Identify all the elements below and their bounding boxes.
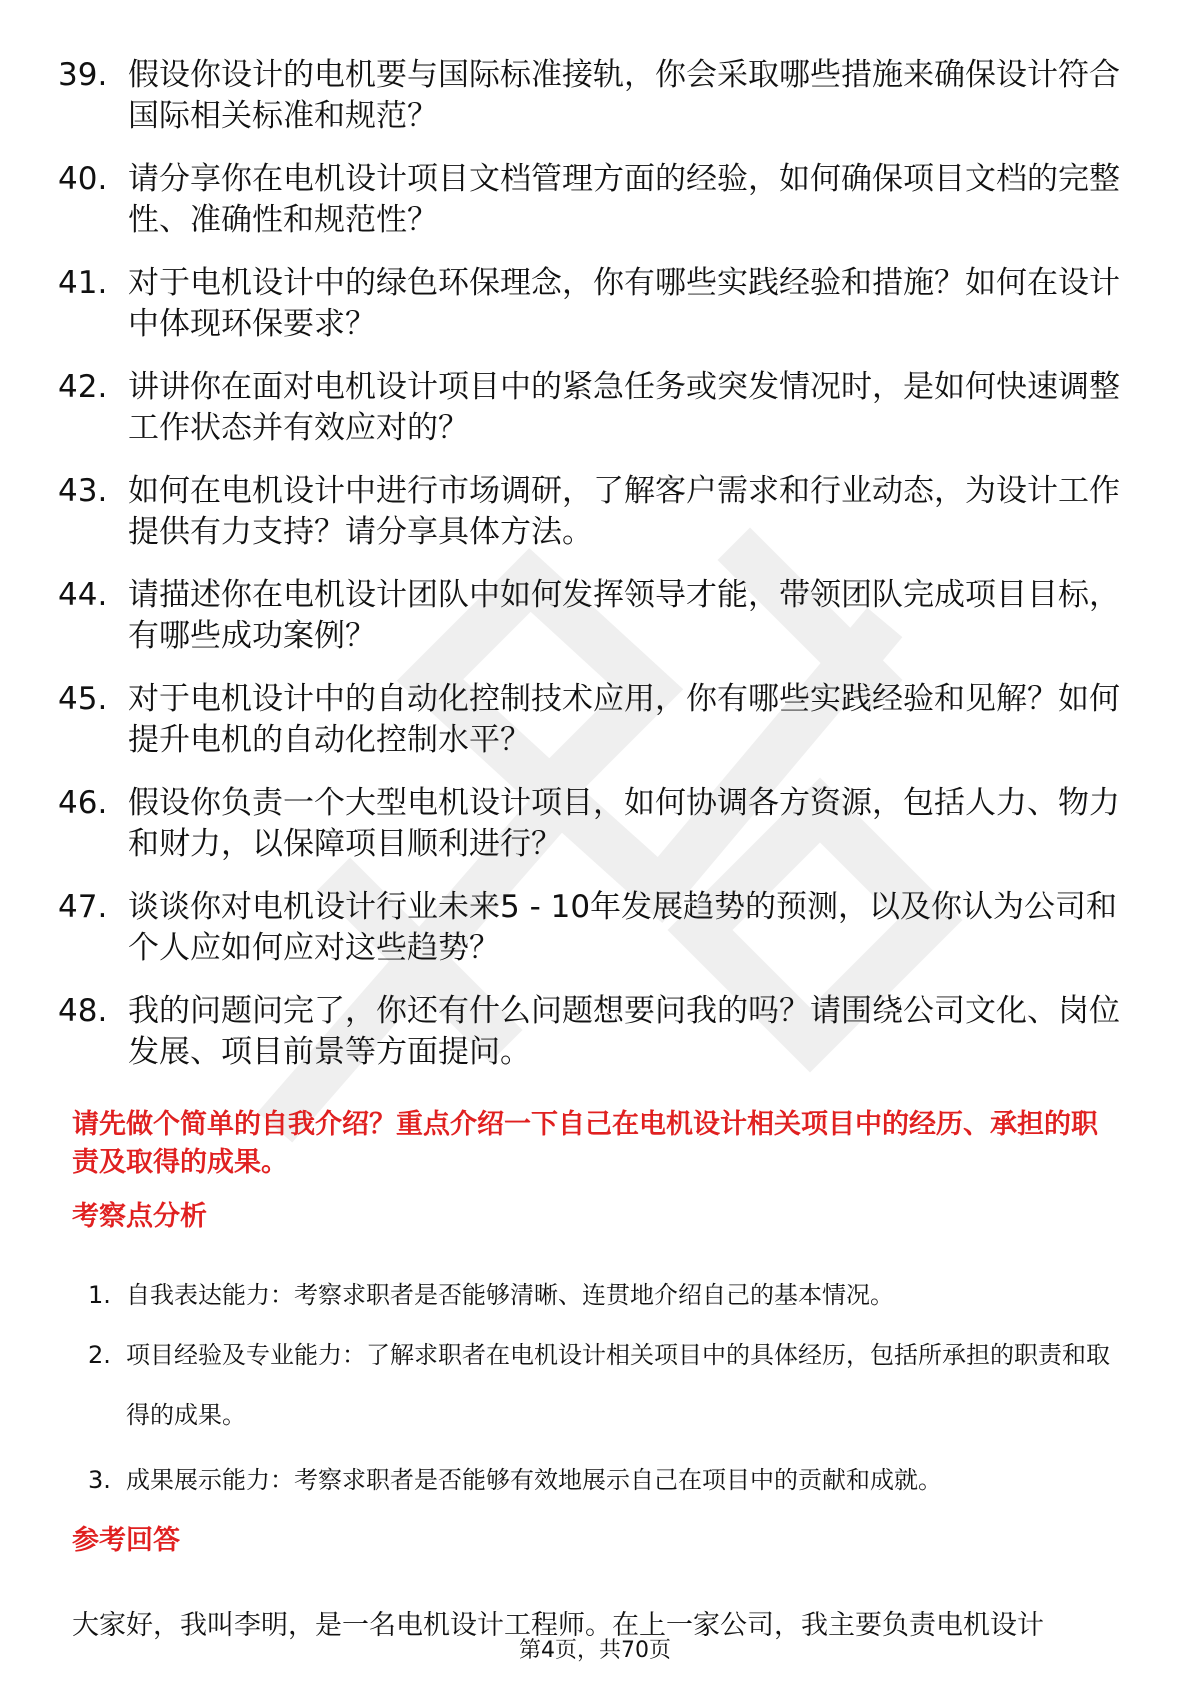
analysis-section-title: 考察点分析 (72, 1201, 207, 1232)
question-item (0, 783, 1190, 887)
analysis-list (0, 1265, 1190, 1510)
reference-answer-text: 大家好，我叫李明，是一名电机设计工程师。在上一家公司，我主要负责电机设计 (72, 1610, 1044, 1641)
question-item (0, 471, 1190, 575)
question-item (0, 159, 1190, 263)
question-list (0, 55, 1190, 1095)
analysis-text: 项目经验及专业能力：了解求职者在电机设计相关项目中的具体经历，包括所承担的职责和取得的成果。 (126, 1341, 1110, 1429)
question-text: 讲讲你在面对电机设计项目中的紧急任务或突发情况时，是如何快速调整工作状态并有效应对的？ (128, 369, 1120, 446)
question-number: 44. (58, 577, 108, 613)
question-item (0, 263, 1190, 367)
question-text: 请描述你在电机设计团队中如何发挥领导才能，带领团队完成项目目标，有哪些成功案例？ (128, 577, 1120, 654)
analysis-number: 1. (88, 1281, 111, 1309)
question-item (0, 367, 1190, 471)
question-item (0, 575, 1190, 679)
question-text: 我的问题问完了，你还有什么问题想要问我的吗？请围绕公司文化、岗位发展、项目前景等方面提问。 (128, 993, 1120, 1070)
analysis-item (0, 1265, 1190, 1325)
question-number: 42. (58, 369, 108, 405)
reference-section-title: 参考回答 (72, 1525, 180, 1556)
question-text: 谈谈你对电机设计行业未来5 - 10年发展趋势的预测，以及你认为公司和个人应如何应对这些趋势？ (128, 889, 1118, 966)
analysis-number: 2. (88, 1341, 111, 1369)
question-number: 43. (58, 473, 108, 509)
analysis-number: 3. (88, 1466, 111, 1494)
question-number: 39. (58, 57, 108, 93)
featured-question-heading: 请先做个简单的自我介绍？重点介绍一下自己在电机设计相关项目中的经历、承担的职责及取得的成果。 (72, 1109, 1098, 1178)
analysis-item (0, 1325, 1190, 1450)
question-item (0, 679, 1190, 783)
question-text: 如何在电机设计中进行市场调研，了解客户需求和行业动态，为设计工作提供有力支持？请分享具体方法。 (128, 473, 1120, 550)
question-item (0, 991, 1190, 1095)
page-footer: 第4页，共70页 (519, 1638, 671, 1663)
analysis-text: 成果展示能力：考察求职者是否能够有效地展示自己在项目中的贡献和成就。 (126, 1466, 942, 1494)
question-number: 46. (58, 785, 108, 821)
question-number: 45. (58, 681, 108, 717)
question-item (0, 887, 1190, 991)
question-text: 对于电机设计中的绿色环保理念，你有哪些实践经验和措施？如何在设计中体现环保要求？ (128, 265, 1120, 342)
question-number: 47. (58, 889, 108, 925)
question-number: 41. (58, 265, 108, 301)
question-number: 40. (58, 161, 108, 197)
analysis-item (0, 1450, 1190, 1510)
question-number: 48. (58, 993, 108, 1029)
analysis-text: 自我表达能力：考察求职者是否能够清晰、连贯地介绍自己的基本情况。 (126, 1281, 894, 1309)
question-text: 对于电机设计中的自动化控制技术应用，你有哪些实践经验和见解？如何提升电机的自动化控制水平？ (128, 681, 1120, 758)
question-text: 请分享你在电机设计项目文档管理方面的经验，如何确保项目文档的完整性、准确性和规范性？ (128, 161, 1120, 238)
question-item (0, 55, 1190, 159)
question-text: 假设你设计的电机要与国际标准接轨，你会采取哪些措施来确保设计符合国际相关标准和规范？ (128, 57, 1120, 134)
question-text: 假设你负责一个大型电机设计项目，如何协调各方资源，包括人力、物力和财力，以保障项目顺利进行？ (128, 785, 1120, 862)
